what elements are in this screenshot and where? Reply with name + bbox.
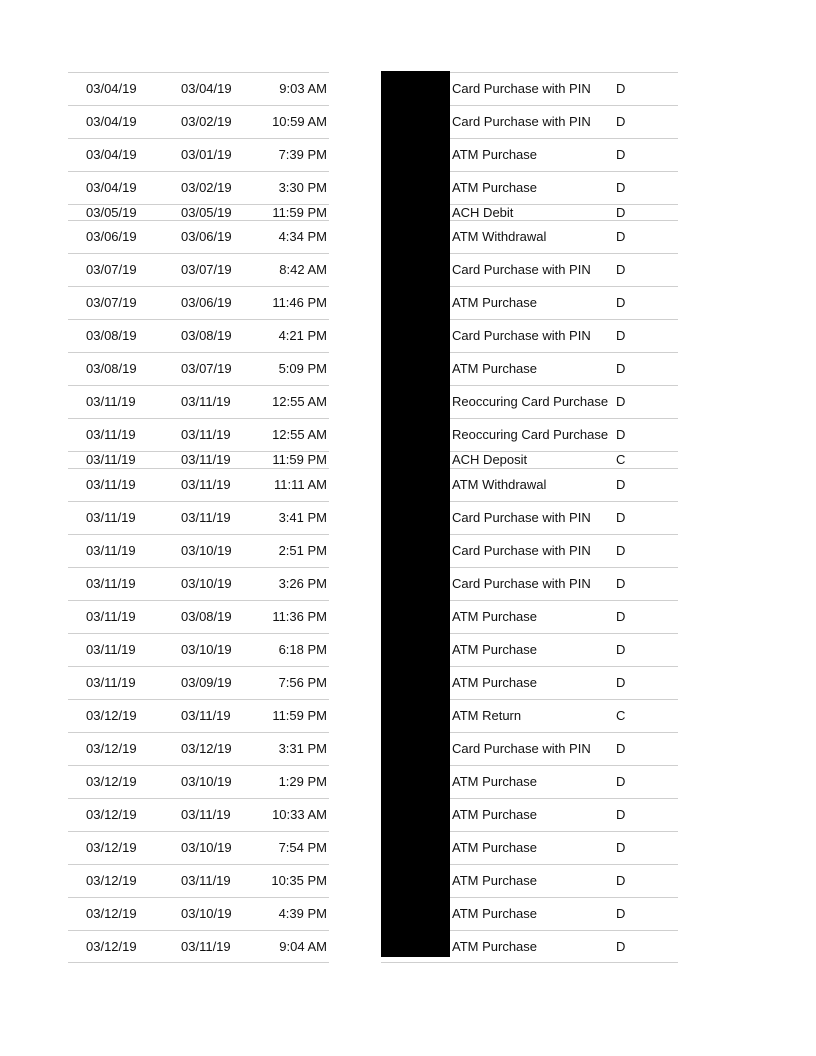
row-divider xyxy=(68,600,329,601)
time-cell: 8:42 AM xyxy=(279,262,327,277)
transaction-date-cell: 03/06/19 xyxy=(181,295,232,310)
transaction-date-cell: 03/11/19 xyxy=(181,477,231,492)
post-date-cell: 03/11/19 xyxy=(86,675,136,690)
transaction-date-cell: 03/10/19 xyxy=(181,906,232,921)
row-divider xyxy=(68,930,329,931)
time-cell: 4:21 PM xyxy=(278,328,327,343)
post-date-cell: 03/11/19 xyxy=(86,452,136,467)
row-divider xyxy=(68,501,329,502)
time-cell: 11:46 PM xyxy=(272,295,327,310)
post-date-cell: 03/04/19 xyxy=(86,180,137,195)
transaction-date-cell: 03/10/19 xyxy=(181,576,232,591)
transaction-date-cell: 03/07/19 xyxy=(181,262,232,277)
type-cell: D xyxy=(616,295,626,310)
description-cell: ATM Purchase xyxy=(452,774,538,789)
description-cell: Card Purchase with PIN xyxy=(452,510,591,525)
type-cell: D xyxy=(616,510,626,525)
row-divider xyxy=(68,72,329,73)
type-cell: D xyxy=(616,741,626,756)
transaction-date-cell: 03/07/19 xyxy=(181,361,232,376)
transaction-date-cell: 03/11/19 xyxy=(181,394,231,409)
row-divider xyxy=(68,765,329,766)
post-date-cell: 03/11/19 xyxy=(86,477,136,492)
time-cell: 3:30 PM xyxy=(278,180,327,195)
row-divider xyxy=(68,468,329,469)
type-cell: D xyxy=(616,609,626,624)
row-divider xyxy=(68,220,329,221)
row-divider xyxy=(68,732,329,733)
post-date-cell: 03/12/19 xyxy=(86,840,137,855)
description-cell: Card Purchase with PIN xyxy=(452,262,591,277)
description-cell: Card Purchase with PIN xyxy=(452,114,591,129)
type-cell: C xyxy=(616,708,626,723)
time-cell: 5:09 PM xyxy=(278,361,327,376)
type-cell: D xyxy=(616,180,626,195)
row-divider xyxy=(68,666,329,667)
row-divider xyxy=(68,534,329,535)
transaction-date-cell: 03/10/19 xyxy=(181,840,232,855)
description-cell: Card Purchase with PIN xyxy=(452,543,591,558)
description-cell: ATM Withdrawal xyxy=(452,229,547,244)
transaction-date-cell: 03/11/19 xyxy=(181,807,231,822)
row-divider xyxy=(68,798,329,799)
row-divider xyxy=(68,385,329,386)
description-cell: ATM Purchase xyxy=(452,180,538,195)
row-divider xyxy=(68,352,329,353)
description-cell: ATM Purchase xyxy=(452,840,538,855)
transaction-date-cell: 03/05/19 xyxy=(181,204,232,220)
time-cell: 9:03 AM xyxy=(279,81,327,96)
redacted-amount-column xyxy=(381,71,450,957)
description-cell: ATM Purchase xyxy=(452,361,538,376)
description-cell: ATM Purchase xyxy=(452,295,538,310)
time-cell: 12:55 AM xyxy=(272,394,327,409)
description-cell: Card Purchase with PIN xyxy=(452,81,591,96)
row-divider xyxy=(68,897,329,898)
type-cell: D xyxy=(616,840,626,855)
description-cell: ATM Purchase xyxy=(452,807,538,822)
post-date-cell: 03/12/19 xyxy=(86,807,137,822)
type-cell: D xyxy=(616,229,626,244)
description-cell: ATM Purchase xyxy=(452,609,538,624)
post-date-cell: 03/07/19 xyxy=(86,262,137,277)
type-cell: D xyxy=(616,675,626,690)
transaction-date-cell: 03/02/19 xyxy=(181,114,232,129)
type-cell: C xyxy=(616,452,626,467)
transaction-date-cell: 03/08/19 xyxy=(181,609,232,624)
row-divider xyxy=(381,962,678,963)
time-cell: 6:18 PM xyxy=(278,642,327,657)
transaction-date-cell: 03/10/19 xyxy=(181,774,232,789)
transaction-date-cell: 03/10/19 xyxy=(181,642,232,657)
type-cell: D xyxy=(616,394,626,409)
post-date-cell: 03/12/19 xyxy=(86,708,137,723)
row-divider xyxy=(68,105,329,106)
transaction-date-cell: 03/12/19 xyxy=(181,741,232,756)
time-cell: 11:59 PM xyxy=(272,204,327,220)
post-date-cell: 03/11/19 xyxy=(86,543,136,558)
row-divider xyxy=(68,171,329,172)
description-cell: Card Purchase with PIN xyxy=(452,576,591,591)
type-cell: D xyxy=(616,774,626,789)
transaction-date-cell: 03/08/19 xyxy=(181,328,232,343)
post-date-cell: 03/11/19 xyxy=(86,427,136,442)
description-cell: ACH Deposit xyxy=(452,452,528,467)
type-cell: D xyxy=(616,807,626,822)
row-divider xyxy=(68,319,329,320)
post-date-cell: 03/07/19 xyxy=(86,295,137,310)
row-divider xyxy=(68,286,329,287)
type-cell: D xyxy=(616,328,626,343)
description-cell: ATM Purchase xyxy=(452,938,538,954)
time-cell: 10:35 PM xyxy=(271,873,327,888)
row-divider xyxy=(68,138,329,139)
transaction-date-cell: 03/01/19 xyxy=(181,147,232,162)
row-divider xyxy=(68,962,329,963)
time-cell: 9:04 AM xyxy=(279,938,327,954)
description-cell: ATM Withdrawal xyxy=(452,477,547,492)
transaction-date-cell: 03/11/19 xyxy=(181,873,231,888)
type-cell: D xyxy=(616,147,626,162)
type-cell: D xyxy=(616,427,626,442)
time-cell: 7:56 PM xyxy=(278,675,327,690)
time-cell: 3:26 PM xyxy=(278,576,327,591)
type-cell: D xyxy=(616,642,626,657)
time-cell: 2:51 PM xyxy=(278,543,327,558)
post-date-cell: 03/06/19 xyxy=(86,229,137,244)
post-date-cell: 03/12/19 xyxy=(86,873,137,888)
row-divider xyxy=(68,567,329,568)
transaction-date-cell: 03/11/19 xyxy=(181,427,231,442)
transaction-date-cell: 03/02/19 xyxy=(181,180,232,195)
post-date-cell: 03/11/19 xyxy=(86,642,136,657)
time-cell: 4:39 PM xyxy=(278,906,327,921)
time-cell: 7:39 PM xyxy=(278,147,327,162)
post-date-cell: 03/12/19 xyxy=(86,906,137,921)
transaction-date-cell: 03/11/19 xyxy=(181,938,231,954)
post-date-cell: 03/05/19 xyxy=(86,204,137,220)
time-cell: 10:33 AM xyxy=(272,807,327,822)
type-cell: D xyxy=(616,938,626,954)
post-date-cell: 03/11/19 xyxy=(86,576,136,591)
type-cell: D xyxy=(616,477,626,492)
time-cell: 7:54 PM xyxy=(278,840,327,855)
description-cell: ATM Purchase xyxy=(452,147,538,162)
row-divider xyxy=(68,633,329,634)
description-cell: ACH Debit xyxy=(452,204,514,220)
transaction-date-cell: 03/11/19 xyxy=(181,708,231,723)
post-date-cell: 03/12/19 xyxy=(86,774,137,789)
description-cell: Card Purchase with PIN xyxy=(452,328,591,343)
type-cell: D xyxy=(616,873,626,888)
type-cell: D xyxy=(616,543,626,558)
time-cell: 11:11 AM xyxy=(274,477,327,492)
transaction-date-cell: 03/06/19 xyxy=(181,229,232,244)
type-cell: D xyxy=(616,361,626,376)
time-cell: 10:59 AM xyxy=(272,114,327,129)
description-cell: ATM Purchase xyxy=(452,675,538,690)
post-date-cell: 03/04/19 xyxy=(86,147,137,162)
description-cell: Reoccuring Card Purchase xyxy=(452,394,609,409)
post-date-cell: 03/12/19 xyxy=(86,741,137,756)
row-divider xyxy=(68,699,329,700)
post-date-cell: 03/11/19 xyxy=(86,609,136,624)
time-cell: 3:31 PM xyxy=(278,741,327,756)
description-cell: ATM Return xyxy=(452,708,522,723)
type-cell: D xyxy=(616,81,626,96)
transaction-date-cell: 03/11/19 xyxy=(181,452,231,467)
type-cell: D xyxy=(616,262,626,277)
type-cell: D xyxy=(616,906,626,921)
description-cell: ATM Purchase xyxy=(452,642,538,657)
post-date-cell: 03/11/19 xyxy=(86,394,136,409)
post-date-cell: 03/08/19 xyxy=(86,361,137,376)
post-date-cell: 03/04/19 xyxy=(86,114,137,129)
time-cell: 11:59 PM xyxy=(272,452,327,467)
transaction-date-cell: 03/10/19 xyxy=(181,543,232,558)
time-cell: 3:41 PM xyxy=(278,510,327,525)
transaction-date-cell: 03/11/19 xyxy=(181,510,231,525)
description-cell: Reoccuring Card Purchase xyxy=(452,427,609,442)
post-date-cell: 03/08/19 xyxy=(86,328,137,343)
description-cell: ATM Purchase xyxy=(452,906,538,921)
time-cell: 11:59 PM xyxy=(272,708,327,723)
type-cell: D xyxy=(616,114,626,129)
post-date-cell: 03/12/19 xyxy=(86,938,137,954)
row-divider xyxy=(68,831,329,832)
row-divider xyxy=(68,204,329,205)
row-divider xyxy=(68,864,329,865)
time-cell: 11:36 PM xyxy=(272,609,327,624)
post-date-cell: 03/11/19 xyxy=(86,510,136,525)
transaction-date-cell: 03/04/19 xyxy=(181,81,232,96)
row-divider xyxy=(68,451,329,452)
transaction-date-cell: 03/09/19 xyxy=(181,675,232,690)
row-divider xyxy=(68,253,329,254)
time-cell: 1:29 PM xyxy=(278,774,327,789)
description-cell: ATM Purchase xyxy=(452,873,538,888)
post-date-cell: 03/04/19 xyxy=(86,81,137,96)
time-cell: 12:55 AM xyxy=(272,427,327,442)
row-divider xyxy=(68,418,329,419)
description-cell: Card Purchase with PIN xyxy=(452,741,591,756)
type-cell: D xyxy=(616,204,626,220)
type-cell: D xyxy=(616,576,626,591)
time-cell: 4:34 PM xyxy=(278,229,327,244)
